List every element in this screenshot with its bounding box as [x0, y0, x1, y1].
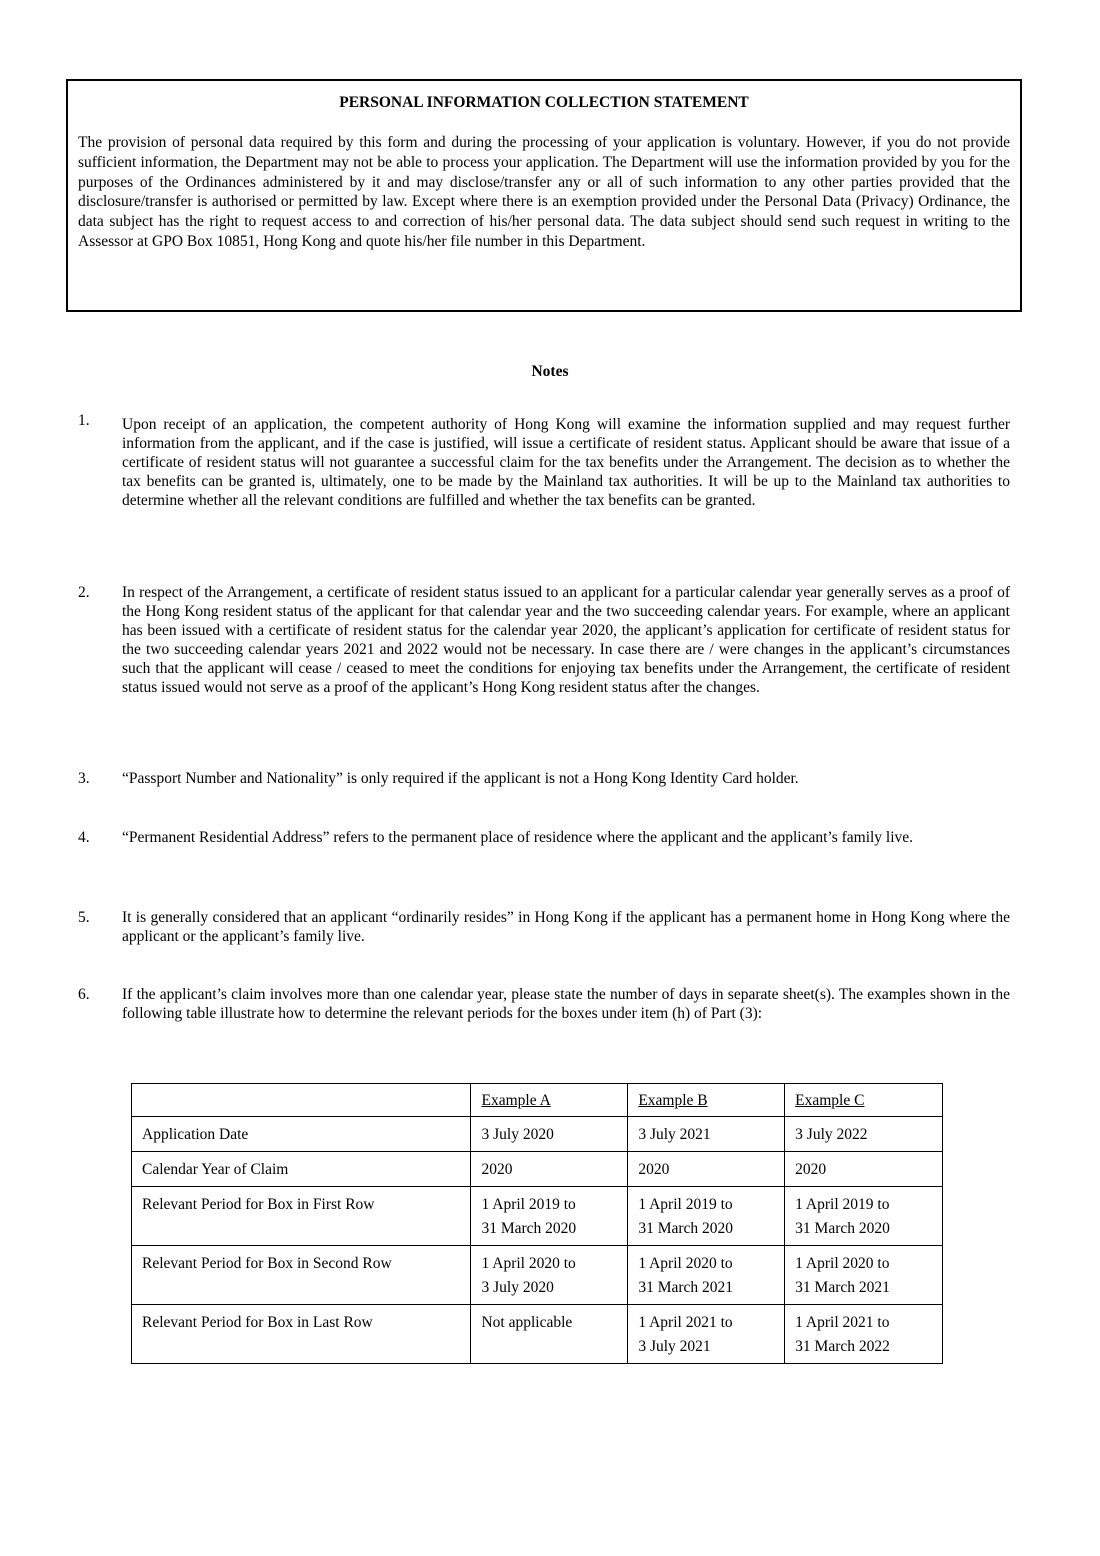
header-example-a: Example A: [481, 1092, 551, 1109]
table-cell: [785, 1117, 943, 1152]
cell-line: 3 July 2020: [481, 1279, 554, 1296]
note-text: In respect of the Arrangement, a certificate of resident status issued to an applicant for a particular calendar year generally serves as a proof of the Hong Kong resident status of the applicant for that calendar year and the two succeeding calendar years. For example, where an applicant has been issued with a certificate of resident status for the calendar year 2020, the applicant’s application for certificate of resident status for the two succeeding calendar years 2021 and 2022 would not be necessary. In case there are / were changes in the applicant’s circumstances such that the applicant will cease / ceased to meet the conditions for enjoying tax benefits under the Arrangement, the certificate of resident status issued would not serve as a proof of the applicant’s Hong Kong resident status after the changes.: [122, 584, 1010, 696]
note-text: “Permanent Residential Address” refers to the permanent place of residence where the applicant and the applicant’s family live.: [122, 829, 914, 846]
table-header-row: [132, 1084, 943, 1117]
note-text: Upon receipt of an application, the competent authority of Hong Kong will examine the information supplied and may request further information from the applicant, and if the case is justified, will issue a certificate of resident status. Applicant should be aware that issue of a certificate of resident status will not guarantee a successful claim for the tax benefits under the Arrangement. The decision as to whether the tax benefits can be granted is, ultimately, one to be made by the Mainland tax authorities. It will be up to the Mainland tax authorities to determine whether all the relevant conditions are fulfilled and whether the tax benefits can be granted.: [122, 416, 1010, 509]
cell-line: 1 April 2019 to: [638, 1196, 733, 1213]
table-cell: [628, 1187, 785, 1246]
cell-line: 3 July 2020: [481, 1126, 554, 1143]
cell-line: 2020: [795, 1161, 827, 1178]
cell-line: 1 April 2020 to: [481, 1255, 576, 1272]
cell-line: 3 July 2021: [638, 1126, 711, 1143]
table-cell: [471, 1305, 628, 1364]
cell-line: 1 April 2020 to: [795, 1255, 890, 1272]
table-row: [132, 1117, 943, 1152]
header-example-c: Example C: [795, 1092, 865, 1109]
table-cell: [785, 1187, 943, 1246]
cell-line: 1 April 2019 to: [481, 1196, 576, 1213]
note-text: “Passport Number and Nationality” is only required if the applicant is not a Hong Kong Identity Card holder.: [122, 770, 799, 787]
cell-line: 31 March 2020: [481, 1220, 577, 1237]
table-cell: [628, 1117, 785, 1152]
row-label: Relevant Period for Box in Second Row: [132, 1246, 471, 1305]
cell-line: 1 April 2021 to: [795, 1314, 890, 1331]
notes-title: Notes: [531, 363, 569, 380]
personal-information-collection-statement: [66, 79, 1022, 312]
row-label: Relevant Period for Box in Last Row: [132, 1305, 471, 1364]
examples-table: [131, 1083, 943, 1364]
table-header-cell: [471, 1084, 628, 1117]
table-row: [132, 1187, 943, 1246]
table-row: [132, 1152, 943, 1187]
table-cell: [785, 1246, 943, 1305]
table-cell: [471, 1246, 628, 1305]
cell-line: 31 March 2020: [638, 1220, 734, 1237]
cell-line: 2020: [638, 1161, 670, 1178]
cell-line: 31 March 2021: [638, 1279, 734, 1296]
cell-line: 31 March 2021: [795, 1279, 890, 1296]
cell-line: 2020: [481, 1161, 513, 1178]
cell-line: 3 July 2021: [638, 1338, 711, 1355]
note-number: 6.: [78, 986, 90, 1003]
table-cell: [471, 1117, 628, 1152]
table-cell: [628, 1305, 785, 1364]
header-example-b: Example B: [638, 1092, 708, 1109]
note-text: If the applicant’s claim involves more than one calendar year, please state the number of days in separate sheet(s). The examples shown in the following table illustrate how to determine the relevant periods for the boxes under item (h) of Part (3):: [122, 986, 1010, 1022]
table-cell: [785, 1152, 943, 1187]
note-number: 1.: [78, 412, 90, 429]
pics-body: The provision of personal data required by this form and during the processing of your application is voluntary. However, if you do not provide sufficient information, the Department may not be able to process your application. The Department will use the information provided by you for the purposes of the Ordinances administered by it and may disclose/transfer any or all of such information to any other parties provided that the disclosure/transfer is authorised or permitted by law. Except where there is an exemption provided under the Personal Data (Privacy) Ordinance, the data subject has the right to request access to and correction of his/her personal data. The data subject should send such request in writing to the Assessor at GPO Box 10851, Hong Kong and quote his/her file number in this Department.: [78, 134, 1010, 250]
table-cell: [471, 1152, 628, 1187]
cell-line: 31 March 2022: [795, 1338, 890, 1355]
note-number: 2.: [78, 584, 90, 601]
table-cell: [628, 1246, 785, 1305]
table-cell: [785, 1305, 943, 1364]
table-row: [132, 1305, 943, 1364]
table-header-cell: [628, 1084, 785, 1117]
table-cell: [628, 1152, 785, 1187]
table-header-cell: [785, 1084, 943, 1117]
note-number: 4.: [78, 829, 90, 846]
table-row: [132, 1246, 943, 1305]
note-text: It is generally considered that an applicant “ordinarily resides” in Hong Kong if the applicant has a permanent home in Hong Kong where the applicant or the applicant’s family live.: [122, 909, 1010, 945]
cell-line: 31 March 2020: [795, 1220, 890, 1237]
table-cell: [471, 1187, 628, 1246]
cell-line: 1 April 2021 to: [638, 1314, 733, 1331]
row-label: Application Date: [132, 1117, 471, 1152]
note-number: 5.: [78, 909, 90, 926]
row-label: Relevant Period for Box in First Row: [132, 1187, 471, 1246]
cell-line: 1 April 2019 to: [795, 1196, 890, 1213]
cell-line: 3 July 2022: [795, 1126, 868, 1143]
cell-line: Not applicable: [481, 1314, 573, 1331]
cell-line: 1 April 2020 to: [638, 1255, 733, 1272]
pics-title: PERSONAL INFORMATION COLLECTION STATEMENT: [339, 94, 749, 111]
note-number: 3.: [78, 770, 90, 787]
table-header-cell: [132, 1084, 471, 1117]
row-label: Calendar Year of Claim: [132, 1152, 471, 1187]
